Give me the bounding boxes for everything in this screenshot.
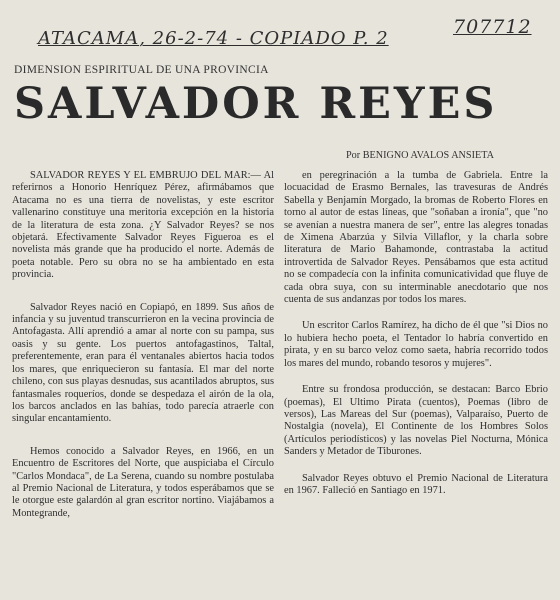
handwritten-annotation xyxy=(28,14,532,58)
paragraph: Salvador Reyes obtuvo el Premio Nacional de Literatura en 1967. Falleció en Santiago en 1971. xyxy=(284,472,548,496)
paragraph: Hemos conocido a Salvador Reyes, en 1966, en un Encuentro de Escritores del Norte, que auspiciaba el Círculo "Carlos Mondaca", de La Serena, cuando su nombre postulaba al Premio Nacional de Literatura, y todos esperábamos que se le otorgue este galardón al gran escritor nortino. Viajábamos a Montegrande, xyxy=(12,445,274,519)
handwritten-reference-number: 707712 xyxy=(453,16,532,38)
paragraph: Entre su frondosa producción, se destacan: Barco Ebrio (poemas), El Ultimo Pirata (cuentos), Poemas (libro de versos), Las Mareas del Sur (poemas), Valparaíso, Puerto de Nostalgia (novela), El Continente de los Hombres Solos (Artículos periodísticos) y las novelas Piel Nocturna, Mónica Sanders y Metador de Tiburones. xyxy=(284,384,548,458)
paragraph: SALVADOR REYES Y EL EMBRUJO DEL MAR:— Al referirnos a Honorio Henríquez Pérez, afirmábamos que Atacama no es una tierra de novelistas, y este escritor vallenarino constituye una meritoria excepción en la historia de la literatura de esta zona. ¿Y Salvador Reyes? se nos objetará. Efectivamente Salvador Reyes Figueroa es el novelista más grande que ha producido el norte. Además de poeta notable. Pero su obra no se ha ambientado en esta provincia. xyxy=(12,170,274,281)
article-kicker: DIMENSION ESPIRITUAL DE UNA PROVINCIA xyxy=(14,64,269,76)
article-column-left xyxy=(12,170,274,540)
paragraph: Un escritor Carlos Ramírez, ha dicho de él que "si Dios no lo hubiera hecho poeta, el Tentador lo habría convertido en pirata, y en su barco veloz como saeta, habría recorrido todos los mares del mundo, robando tesoros y mujeres". xyxy=(284,320,548,369)
handwritten-source-note: ATACAMA, 26-2-74 - COPIADO P. 2 xyxy=(38,28,389,49)
article-column-right xyxy=(284,170,548,511)
paragraph: en peregrinación a la tumba de Gabriela. Entre la locuacidad de Erasmo Bernales, las travesuras de Andrés Sabella y Benjamín Morgado, la bromas de Roberto Flores en torno al autor de estas líneas, que "soñaban a ironía", que "no se avenían a nuestra manera de ser", entre las alegres tonadas de Ximena Abarzúa y Silvia Villaflor, y la charla sobre literatura de Mario Bahamonde, contrastaba la actitud introvertida de Salvador Reyes. Pensábamos que esta actitud no se compadecía con la infinita comunicatividad que fluye de cada obra suya, con su interminable anecdotario que nos cuenta de sus andanzas por todos los mares. xyxy=(284,170,548,306)
article-byline: Por BENIGNO AVALOS ANSIETA xyxy=(346,150,494,161)
paragraph: Salvador Reyes nació en Copiapó, en 1899. Sus años de infancia y su juventud transcurrieron en la vecina provincia de Antofagasta. Allí aprendió a amar al norte con su pampa, sus oasis y su gente. Los puertos antofagastinos, Taltal, preferentemente, eran para él ventanales abiertos hacia todos los mares, que enriquecieron su fantasía. El mar del norte chileno, con sus playas desnudas, sus acantilados abruptos, sus fantasmales roqueríos, donde se despedaza el airón de la ola, los barcos anclados en las bahías, todo parecía atraerle con singular encantamiento. xyxy=(12,301,274,425)
article-headline: SALVADOR REYES xyxy=(14,79,498,129)
